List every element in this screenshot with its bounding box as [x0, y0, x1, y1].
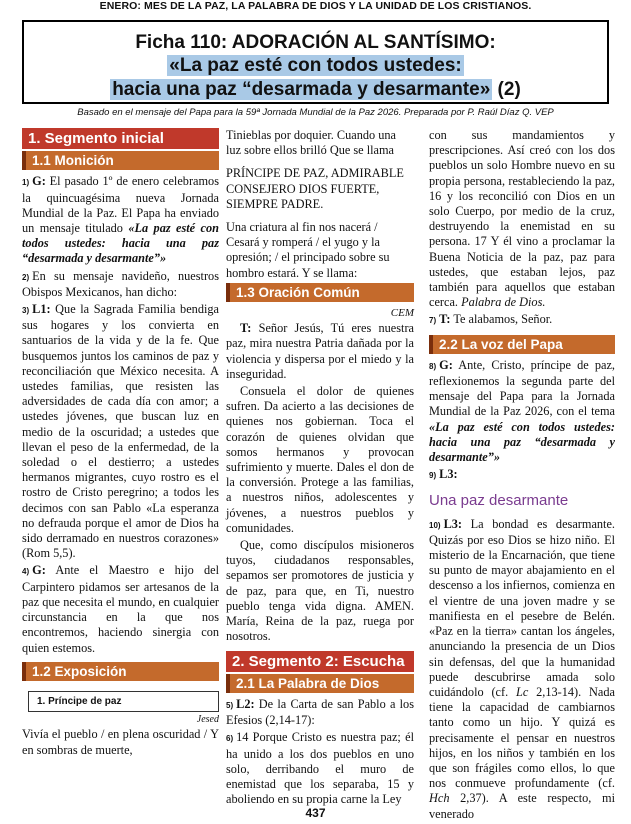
paragraph-number: 5) [226, 700, 234, 710]
paragraph-text: Que la Sagrada Familia bendiga sus hogares y los convierta en santuarios de la vida y de la fe. Que busquemos juntos los caminos de paz y reconciliación que México necesita. A ustedes familias, que resisten las adversidades de cada día con amor; a ustedes jóvenes, que buscan luz en medio de la oscuridad; a ustedes que llevan el peso de la enfermedad, de la soledad o el destierro; a ustedes hermanos migrantes, cuyo rostro es el rostro de Cristo peregrino; a todos les decimos con san Pablo «La esperanza no defrauda porque el amor de Dios ha sido derramado en nuestros corazones» (Rom 5,5). [22, 302, 219, 561]
subsection-heading: 1.3 Oración Común [226, 283, 414, 302]
paragraph-number: 2) [22, 272, 30, 282]
subsection-heading: 2.1 La Palabra de Dios [226, 674, 414, 693]
paragraph-text: El pasado 1º de enero celebramos la quincuagésima nueva Jornada Mundial de la Paz. El Papa ha enviado un mensaje titulado [22, 174, 219, 236]
speaker: G: [32, 563, 46, 578]
paragraph-text: La bondad es desarmante. Quizás por eso Dios se hizo niño. El misterio de la Encarnación, que tiene su punto de mayor abajamiento en el descenso a los infiernos, comienza en el vientre de una joven madre y se manifiesta en el pesebre de Belén. «Paz en la tierra» cantan los ángeles, anunciando la presencia de un Dios sin defensas, del que la humanidad puede descubrirse amada solo cuidándolo (cf. [429, 516, 615, 699]
subsection-heading: 2.2 La voz del Papa [429, 335, 615, 354]
subsection-heading: 1.1 Monición [22, 151, 219, 170]
subsection-heading: 1.2 Exposición [22, 662, 219, 681]
title-part: (2) [497, 79, 521, 100]
song-title: 1. Príncipe de paz [28, 691, 219, 712]
speaker: G: [439, 357, 453, 372]
paragraph-number: 1) [22, 178, 30, 188]
speaker: G: [32, 174, 46, 189]
prayer-source: CEM [390, 307, 414, 320]
prayer-text: Señor Jesús, Tú eres nuestra paz, mira nuestra Patria dañada por la violencia y dispersa por el miedo y la inseguridad. [226, 321, 414, 381]
paragraph-text: 14 Porque Cristo es nuestra paz; él ha unido a los dos pueblos en uno solo, derribando el muro de enemistad que los separaba, 15 y aboliendo en su propia carne la Ley [226, 730, 414, 807]
song-verse: Tinieblas por doquier. Cuando una luz sobre ellos brilló Que se llama [226, 128, 396, 158]
citation-ref: Hch [429, 791, 450, 806]
speaker: L3: [439, 467, 458, 482]
subtitle: Basado en el mensaje del Papa para la 59ª Jornada Mundial de la Paz 2026. Preparada por P. Raúl Díaz Q. VEP [77, 107, 554, 118]
song-verse: Vivía el pueblo / en plena oscuridad / Y en sombras de muerte, [22, 727, 219, 757]
speaker: T: [439, 312, 451, 327]
paragraph-text: con sus mandamientos y prescripciones. Así creó con los dos pueblos un solo Hombre nuevo en su propia persona, restableciendo la paz, 16 y los reconcilió con Dios en un solo Cuerpo, por medio de la cruz, destruyendo la enemistad en su persona. 17 Y él vino a proclamar la Buena Noticia de la paz, paz para ustedes, que estaban lejos, paz también para aquellos que estaban cerca. [429, 128, 615, 310]
title-box [22, 20, 609, 104]
paragraph-number: 6) [226, 734, 234, 744]
song-source: Jesed [196, 714, 219, 726]
column-2 [226, 128, 414, 809]
paragraph-text: De la Carta de san Pablo a los Efesios (2,14-17): [226, 696, 414, 728]
paragraph-number: 8) [429, 361, 437, 371]
page-number: 437 [305, 806, 326, 820]
paragraph-number: 3) [22, 306, 30, 316]
reading-closing: Palabra de Dios. [461, 295, 546, 310]
paragraph-quote: «La paz esté con todos ustedes: hacia una paz “desarmada y desarmante”» [22, 221, 219, 266]
page-title: Ficha 110: ADORACIÓN AL SANTÍSIMO: [135, 32, 496, 53]
title-quote-line1: «La paz esté con todos ustedes: [169, 55, 462, 76]
paragraph-text: En su mensaje navideño, nuestros Obispos Mexicanos, han dicho: [22, 268, 219, 299]
title-quote-line2: hacia una paz “desarmada y desarmante» [112, 79, 491, 100]
column-3 [429, 128, 615, 824]
song-chorus: PRÍNCIPE DE PAZ, ADMIRABLE CONSEJERO DIOS FUERTE, SIEMPRE PADRE. [226, 166, 404, 211]
paragraph-number: 7) [429, 316, 437, 326]
speaker: T: [240, 321, 252, 336]
paragraph-text: Ante el Maestro e hijo del Carpintero pidamos ser artesanos de la paz que necesita el mundo, en cualquier circunstancia en la que nos encontremos, haciendo sinergia con quien estemos. [22, 563, 219, 655]
speaker: L1: [32, 302, 51, 317]
song-verse: Una criatura al fin nos nacerá / Cesará y romperá / el yugo y la opresión; / el principado sobre su hombro estará. Y se llama: [226, 220, 390, 280]
paragraph-number: 10) [429, 520, 441, 530]
prayer-text: Consuela el dolor de quienes sufren. Da acierto a las decisiones de quienes nos gobiernan. Toca el corazón de quienes olvidan que somos hermanos y provocan sufrimiento y muerte. Dales el don de la conversión. Protege a las familias, a nuestros niños, adolescentes y jóvenes, a nuestros pueblos y comunidades. [226, 384, 414, 535]
section-heading: 1. Segmento inicial [22, 128, 219, 149]
paragraph-text: 2,37). A este respecto, mi venerado [429, 791, 615, 821]
prayer-text: Que, como discípulos misioneros tuyos, ciudadanos responsables, sepamos ser promotores de justicia y de paz, para que, en Ti, nuestro pueblo tenga vida digna. AMEN. María, Reina de la paz, ruega por nosotros. [226, 538, 414, 644]
column-1 [22, 128, 219, 760]
speaker: L2: [236, 696, 255, 711]
paragraph-number: 9) [429, 471, 437, 481]
section-heading: 2. Segmento 2: Escucha [226, 651, 414, 672]
section-subtitle: Una paz desarmante [429, 492, 569, 510]
paragraph-text: Te alabamos, Señor. [450, 312, 553, 327]
page-banner: ENERO: MES DE LA PAZ, LA PALABRA DE DIOS Y LA UNIDAD DE LOS CRISTIANOS. [99, 0, 532, 12]
speaker: L3: [443, 516, 463, 531]
paragraph-quote: «La paz esté con todos ustedes: hacia una paz “desarmada y desarmante”» [429, 419, 615, 465]
paragraph-number: 4) [22, 567, 30, 577]
paragraph-text: Ante, Cristo, príncipe de paz, reflexionemos la segunda parte del mensaje del Papa para la Jornada Mundial de la Paz 2026, con el tema [429, 357, 615, 419]
citation-ref: Lc [516, 684, 529, 699]
paragraph-text: 2,13-14). Nada tiene la capacidad de cambiarnos tanto como un hijo. Y quizá es precisamente el pensar en nuestros hijos, en los niños y también en los que son frágiles como ellos, lo que nos conmueve profundamente (cf. [429, 684, 615, 791]
